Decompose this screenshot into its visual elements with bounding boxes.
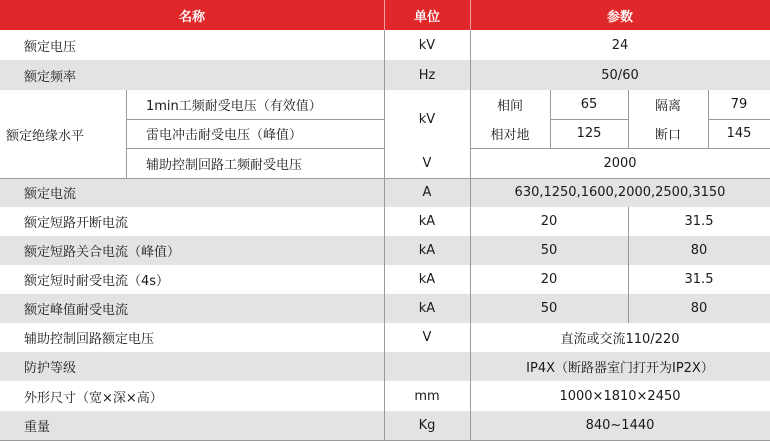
rated-current-value: 630,1250,1600,2000,2500,3150: [470, 178, 770, 207]
lightning-ground-value: 125: [550, 119, 628, 148]
row-divider: [550, 119, 628, 120]
weight-unit: Kg: [384, 411, 470, 440]
protection-name: 防护等级: [0, 352, 384, 381]
lightning-withstand-name: 雷电冲击耐受电压（峰值）: [126, 119, 384, 148]
column-divider: [126, 90, 127, 178]
column-divider: [628, 90, 629, 148]
short-break-value-2: 31.5: [628, 207, 770, 236]
short-time-value-2: 31.5: [628, 265, 770, 294]
aux-withstand-unit: V: [384, 148, 470, 178]
header-unit: 单位: [384, 0, 470, 30]
rated-voltage-value: 24: [470, 30, 770, 60]
short-make-value-1: 50: [470, 236, 628, 265]
dimensions-unit: mm: [384, 381, 470, 411]
rated-current-name: 额定电流: [0, 178, 384, 207]
short-break-unit: kA: [384, 207, 470, 236]
phase-value: 65: [550, 90, 628, 119]
peak-value-1: 50: [470, 294, 628, 323]
rated-frequency-name: 额定频率: [0, 60, 384, 90]
rated-frequency-unit: Hz: [384, 60, 470, 90]
short-break-value-1: 20: [470, 207, 628, 236]
rated-frequency-value: 50/60: [470, 60, 770, 90]
dimensions-value: 1000×1810×2450: [470, 381, 770, 411]
header-divider: [470, 0, 471, 30]
aux-voltage-name: 辅助控制回路额定电压: [0, 323, 384, 352]
break-value: 145: [708, 119, 770, 148]
phase-to-ground-label: 相对地: [470, 119, 550, 148]
insulation-group-name: 额定绝缘水平: [0, 90, 126, 178]
phase-to-phase-label: 相间: [470, 90, 550, 119]
short-make-name: 额定短路关合电流（峰值）: [0, 236, 384, 265]
isolation-label: 隔离: [628, 90, 708, 119]
header-name: 名称: [0, 0, 384, 30]
peak-unit: kA: [384, 294, 470, 323]
row-divider: [470, 148, 770, 149]
weight-value: 840~1440: [470, 411, 770, 440]
weight-name: 重量: [0, 411, 384, 440]
peak-value-2: 80: [628, 294, 770, 323]
row-divider: [126, 148, 384, 149]
short-make-value-2: 80: [628, 236, 770, 265]
column-divider: [628, 207, 629, 323]
short-time-value-1: 20: [470, 265, 628, 294]
aux-withstand-name: 辅助控制回路工频耐受电压: [126, 148, 384, 178]
aux-voltage-unit: V: [384, 323, 470, 352]
header-param: 参数: [470, 0, 770, 30]
column-divider: [470, 30, 471, 440]
protection-value: IP4X（断路器室门打开为IP2X）: [470, 352, 770, 381]
power-freq-withstand-name: 1min工频耐受电压（有效值）: [126, 90, 384, 119]
short-time-name: 额定短时耐受电流（4s）: [0, 265, 384, 294]
break-label: 断口: [628, 119, 708, 148]
rated-voltage-unit: kV: [384, 30, 470, 60]
aux-withstand-value: 2000: [470, 148, 770, 178]
rated-voltage-name: 额定电压: [0, 30, 384, 60]
column-divider: [384, 30, 385, 440]
row-divider: [708, 119, 770, 120]
peak-name: 额定峰值耐受电流: [0, 294, 384, 323]
dimensions-name: 外形尺寸（宽×深×高）: [0, 381, 384, 411]
header-divider: [384, 0, 385, 30]
insulation-unit: kV: [384, 90, 470, 148]
aux-voltage-value: 直流或交流110/220: [470, 323, 770, 352]
rated-current-unit: A: [384, 178, 470, 207]
row-divider: [0, 178, 770, 179]
short-time-unit: kA: [384, 265, 470, 294]
isolation-value: 79: [708, 90, 770, 119]
short-break-name: 额定短路开断电流: [0, 207, 384, 236]
row-divider: [126, 119, 384, 120]
short-make-unit: kA: [384, 236, 470, 265]
protection-unit: [384, 352, 470, 381]
